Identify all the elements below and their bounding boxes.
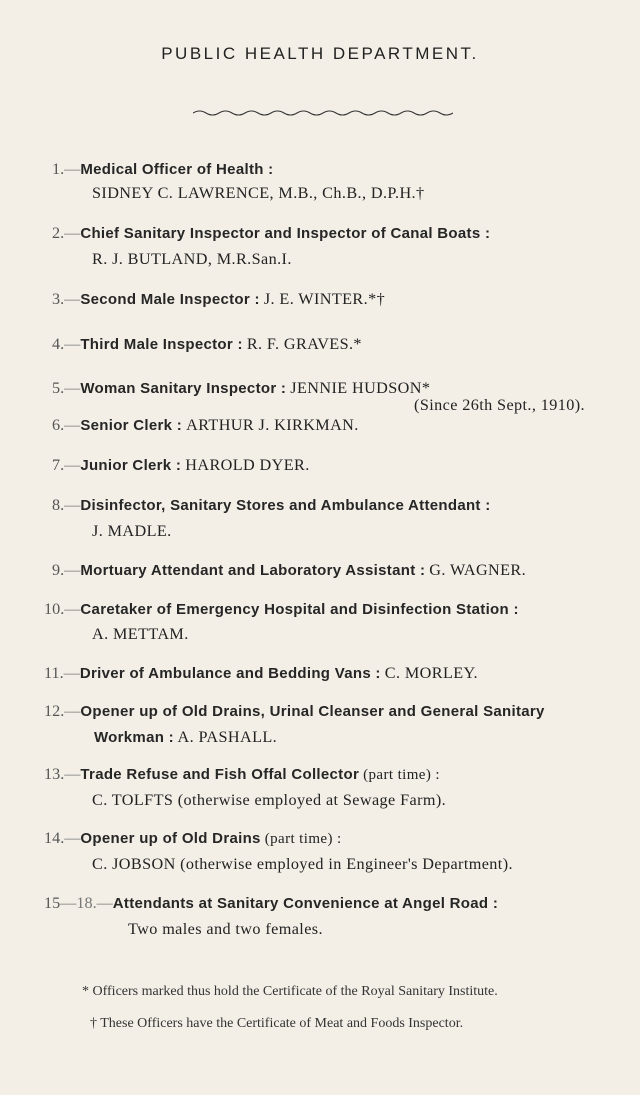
entry-13-name: C. TOLFTS (otherwise employed at Sewage Farm). [92, 791, 447, 809]
entry-14: 14.—Opener up of Old Drains (part time) : [44, 829, 342, 847]
entry-7: 7.—Junior Clerk : HAROLD DYER. [52, 456, 310, 474]
entry-role: Chief Sanitary Inspector and Inspector of Canal Boats : [80, 225, 491, 242]
entry-role: Senior Clerk : [80, 417, 183, 434]
entry-4-name: R. F. GRAVES.* [246, 335, 362, 353]
entry-5-name: JENNIE HUDSON* [290, 379, 431, 397]
entry-3-name: J. E. WINTER.*† [263, 290, 386, 308]
entry-role: Opener up of Old Drains [80, 830, 261, 847]
entry-1-name: SIDNEY C. LAWRENCE, M.B., Ch.B., D.P.H.† [92, 184, 425, 202]
entry-15-18: 15—18.—Attendants at Sanitary Convenience at Angel Road : [44, 894, 499, 912]
entry-11: 11.—Driver of Ambulance and Bedding Vans : C. MORLEY. [44, 664, 478, 682]
entry-role: Driver of Ambulance and Bedding Vans : [79, 665, 381, 682]
entry-9-name: G. WAGNER. [429, 561, 527, 579]
entry-12-name: A. PASHALL. [177, 728, 278, 746]
entry-role: Caretaker of Emergency Hospital and Disinfection Station : [80, 601, 519, 618]
entry-6-name: ARTHUR J. KIRKMAN. [186, 416, 359, 434]
entry-5-note: (Since 26th Sept., 1910). [414, 396, 585, 414]
entry-role: Medical Officer of Health : [80, 161, 274, 178]
entry-role: Woman Sanitary Inspector : [80, 380, 287, 397]
entry-11-name: C. MORLEY. [384, 664, 478, 682]
footnote-dagger: † These Officers have the Certificate of Meat and Foods Inspector. [90, 1016, 464, 1031]
entry-13-note: (part time) : [363, 767, 440, 783]
entry-role: Third Male Inspector : [80, 336, 243, 353]
entry-4: 4.—Third Male Inspector : R. F. GRAVES.* [52, 335, 362, 353]
entry-12-line2 [94, 728, 277, 747]
footnote-star: * Officers marked thus hold the Certificate of the Royal Sanitary Institute. [82, 984, 498, 999]
entry-role: Junior Clerk : [80, 457, 182, 474]
entry-10-name: A. METTAM. [92, 625, 189, 643]
entry-role: Opener up of Old Drains, Urinal Cleanser and General Sanitary [80, 703, 545, 720]
page-title: PUBLIC HEALTH DEPARTMENT. [161, 44, 479, 63]
entry-14-name: C. JOBSON (otherwise employed in Engineer's Department). [92, 855, 513, 873]
entry-10: 10.—Caretaker of Emergency Hospital and Disinfection Station : [44, 600, 519, 618]
entry-2: 2.—Chief Sanitary Inspector and Inspector of Canal Boats : [52, 224, 491, 242]
entry-1: 1.—Medical Officer of Health : [52, 160, 274, 178]
entry-role: Second Male Inspector : [80, 291, 260, 308]
entry-9: 9.—Mortuary Attendant and Laboratory Assistant : G. WAGNER. [52, 561, 527, 579]
entry-6: 6.—Senior Clerk : ARTHUR J. KIRKMAN. [52, 416, 359, 434]
entry-role: Trade Refuse and Fish Offal Collector [80, 766, 360, 783]
entry-12: 12.—Opener up of Old Drains, Urinal Cleanser and General Sanitary [44, 702, 545, 720]
entry-5: 5.—Woman Sanitary Inspector : JENNIE HUDSON* [52, 379, 431, 397]
entry-15-18-detail: Two males and two females. [128, 920, 323, 938]
entry-8-name: J. MADLE. [92, 522, 172, 540]
entry-13: 13.—Trade Refuse and Fish Offal Collector (part time) : [44, 765, 440, 783]
entry-8: 8.—Disinfector, Sanitary Stores and Ambulance Attendant : [52, 496, 491, 514]
entry-7-name: HAROLD DYER. [185, 456, 310, 474]
entry-14-note: (part time) : [264, 831, 342, 847]
entry-3: 3.—Second Male Inspector : J. E. WINTER.*† [52, 290, 386, 308]
entry-role: Attendants at Sanitary Convenience at Angel Road : [112, 895, 499, 912]
decorative-wavy-rule [193, 108, 453, 118]
entry-2-name: R. J. BUTLAND, M.R.San.I. [92, 250, 292, 268]
entry-role: Mortuary Attendant and Laboratory Assistant : [80, 562, 426, 579]
entry-role: Disinfector, Sanitary Stores and Ambulance Attendant : [80, 497, 491, 514]
entry-role: Workman : [94, 729, 174, 746]
